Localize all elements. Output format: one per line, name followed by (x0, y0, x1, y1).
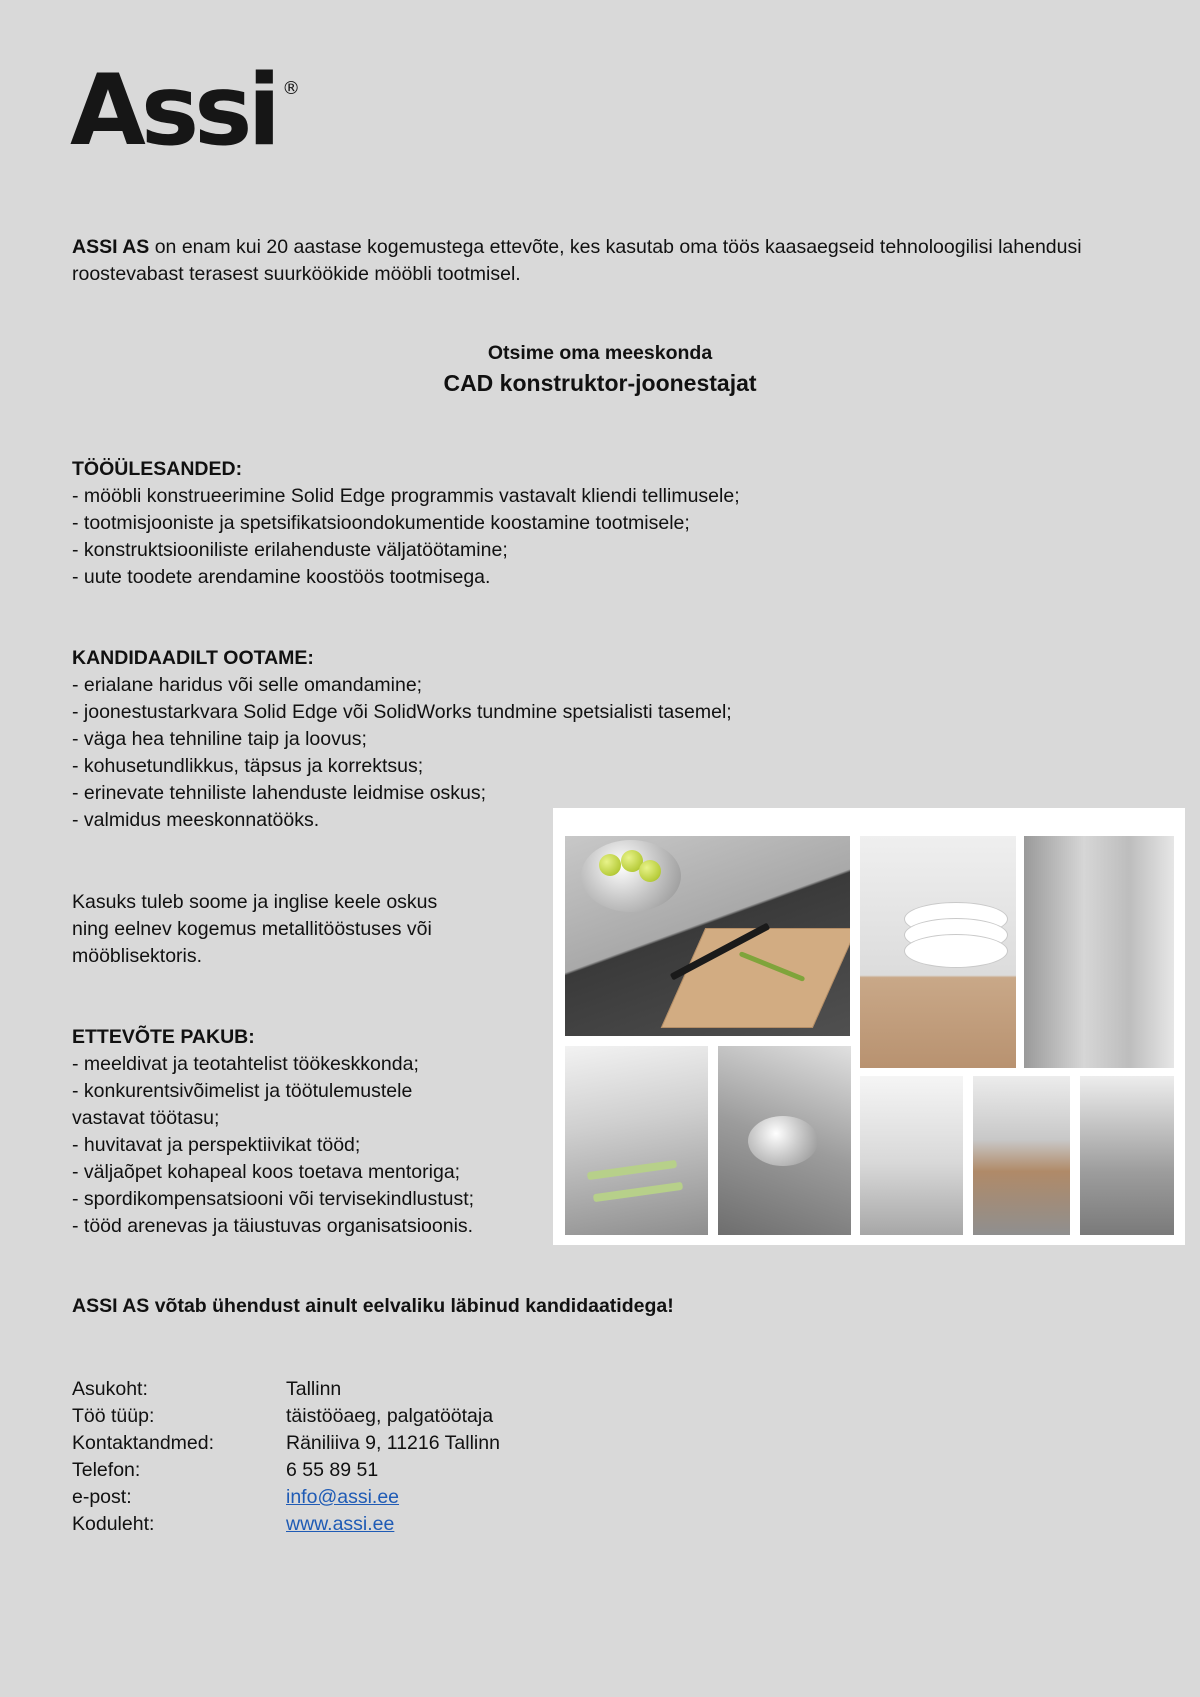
contact-label: Asukoht: (72, 1378, 148, 1400)
list-item: - tööd arenevas ja täiustuvas organisatsioonis. (72, 1215, 474, 1237)
list-item: - väljaõpet kohapeal koos toetava mentoriga; (72, 1161, 461, 1183)
photo-board-table (973, 1076, 1070, 1235)
apple-image (599, 854, 621, 876)
leek-image (587, 1160, 677, 1180)
website-link[interactable]: www.assi.ee (286, 1513, 395, 1535)
contact-row-email (72, 1484, 500, 1511)
product-photo-collage (553, 808, 1185, 1245)
contact-value: Räniliiva 9, 11216 Tallinn (286, 1432, 500, 1454)
job-title: CAD konstruktor-joonestajat (443, 370, 757, 396)
contact-value: Tallinn (286, 1378, 342, 1400)
list-item: - huvitavat ja perspektiivikat tööd; (72, 1134, 361, 1156)
list-item: - erialane haridus või selle omandamine; (72, 674, 423, 696)
contact-label: Kontaktandmed: (72, 1432, 215, 1454)
list-item: - konkurentsivõimelist ja töötulemustele vastavat töötasu; (72, 1080, 413, 1129)
list-item: - väga hea tehniline taip ja loovus; (72, 728, 367, 750)
list-item: - valmidus meeskonnatööks. (72, 809, 320, 831)
offers-section (72, 1024, 532, 1240)
company-name: ASSI AS (72, 236, 150, 258)
intro-text: on enam kui 20 aastase kogemustega ettevõte, kes kasutab oma töös kaasaegseid tehnoloogilisi lahendusi roostevabast terasest suurköökide mööbli tootmisel. (72, 236, 1082, 285)
tasks-title: TÖÖÜLESANDED: (72, 458, 243, 480)
contact-row-location (72, 1376, 500, 1403)
email-link[interactable]: info@assi.ee (286, 1486, 400, 1508)
list-item: - kohusetundlikkus, täpsus ja korrektsus; (72, 755, 424, 777)
pot-image (748, 1116, 818, 1166)
list-item: - konstruktsiooniliste erilahenduste väljatöötamine; (72, 539, 508, 561)
list-item: - spordikompensatsiooni või tervisekindlustust; (72, 1188, 475, 1210)
contact-row-phone (72, 1457, 500, 1484)
assi-logo (70, 54, 301, 168)
contact-value: täistööaeg, palgatöötaja (286, 1405, 494, 1427)
list-item: - joonestustarkvara Solid Edge või SolidWorks tundmine spetsialisti tasemel; (72, 701, 732, 723)
bonus-skills: Kasuks tuleb soome ja inglise keele oskus ning eelnev kogemus metallitööstuses või mööblisektoris. (72, 891, 438, 967)
leek-image (593, 1182, 683, 1202)
contact-notice: ASSI AS võtab ühendust ainult eelvaliku läbinud kandidaatidega! (72, 1295, 674, 1317)
photo-counter-leeks (565, 1046, 708, 1235)
contact-label: Koduleht: (72, 1513, 155, 1535)
photo-utensils (1080, 1076, 1174, 1235)
logo-text: Assi (70, 54, 277, 168)
photo-steel-pots (718, 1046, 851, 1235)
contact-label: Töö tüüp: (72, 1405, 155, 1427)
list-item: - meeldivat ja teotahtelist töökeskkonda; (72, 1053, 419, 1075)
photo-shelf-cans (1024, 836, 1174, 1068)
contact-value: 6 55 89 51 (286, 1459, 379, 1481)
contact-row-address (72, 1430, 500, 1457)
contact-row-job-type (72, 1403, 500, 1430)
tasks-section (72, 456, 972, 591)
contact-label: Telefon: (72, 1459, 141, 1481)
cutting-board-image (661, 928, 850, 1028)
list-item: - uute toodete arendamine koostöös tootmisega. (72, 566, 491, 588)
requirements-section (72, 645, 772, 834)
offers-list (72, 1051, 532, 1240)
list-item: - tootmisjooniste ja spetsifikatsioondokumentide koostamine tootmisele; (72, 512, 690, 534)
requirements-title: KANDIDAADILT OOTAME: (72, 647, 314, 669)
photo-sink (860, 1076, 963, 1235)
apple-image (639, 860, 661, 882)
contact-details (72, 1376, 500, 1538)
tasks-list (72, 483, 972, 591)
offers-title: ETTEVÕTE PAKUB: (72, 1026, 255, 1048)
contact-label: e-post: (72, 1486, 132, 1508)
contact-row-website (72, 1511, 500, 1538)
company-intro (72, 234, 1132, 288)
photo-plates-trolley (860, 836, 1016, 1068)
plate-image (904, 934, 1008, 968)
list-item: - mööbli konstrueerimine Solid Edge programmis vastavalt kliendi tellimusele; (72, 485, 740, 507)
list-item: - erinevate tehniliste lahenduste leidmise oskus; (72, 782, 487, 804)
seeking-line: Otsime oma meeskonda (487, 342, 713, 364)
photo-bowl-cutting-board (565, 836, 850, 1036)
registered-mark: ® (282, 78, 301, 99)
